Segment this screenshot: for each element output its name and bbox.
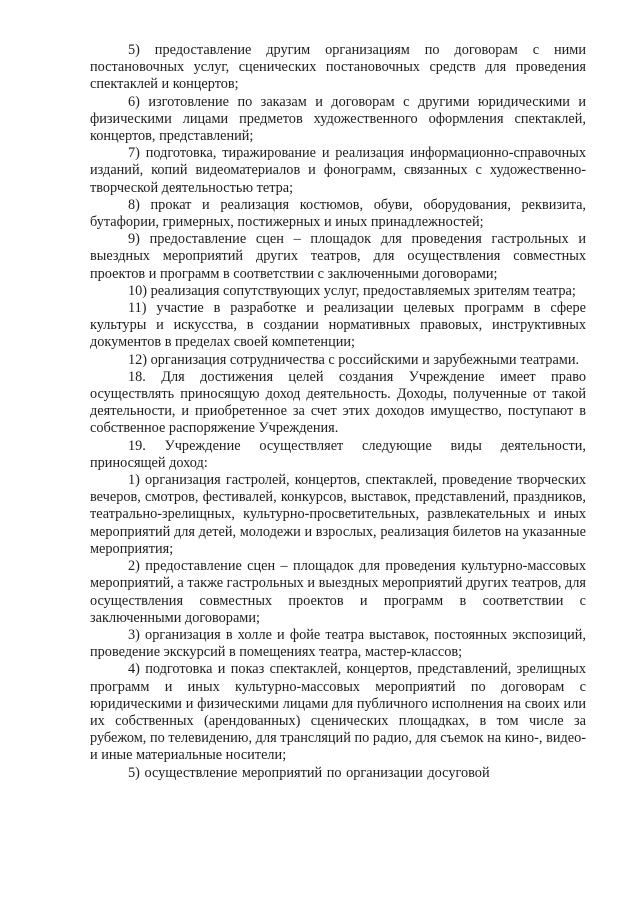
paragraph-income-item-2: 2) предоставление сцен – площадок для проведения культурно-массовых мероприятий, а также гастрольных и выездных мероприятий других театров, для осуществления совместных проектов и программ в соответствии с заключенными договорами; [90, 558, 586, 626]
paragraph-income-item-1: 1) организация гастролей, концертов, спектаклей, проведение творческих вечеров, смотров, фестивалей, конкурсов, выставок, представлений, праздников, театрально-зрелищных, культурно-просветительных, развлекательных и иных мероприятий для детей, молодежи и взрослых, реализация билетов на указанные мероприятия; [90, 472, 586, 557]
paragraph-income-item-5: 5) осуществление мероприятий по организации досуговой [128, 764, 490, 781]
paragraph-income-item-4: 4) подготовка и показ спектаклей, концертов, представлений, зрелищных программ и иных культурно-массовых мероприятий по договорам с юридическими и физическими лицами для публичного исполнения на своих или их собственных (арендованных) сценических площадках, в том числе за рубежом, по телевидению, для трансляций по радио, для съемок на кино-, видео- и иные материальные носители; [90, 661, 586, 764]
paragraph-item-9-stages: 9) предоставление сцен – площадок для проведения гастрольных и выездных мероприятий других театров, для осуществления совместных проектов и программ в соответствии с заключенными договорами; [90, 231, 586, 282]
paragraph-income-item-3: 3) организация в холле и фойе театра выставок, постоянных экспозиций, проведение экскурсий в помещениях театра, мастер-классов; [90, 626, 586, 661]
paragraph-item-8-rental: 8) прокат и реализация костюмов, обуви, оборудования, реквизита, бутафории, гримерных, постижерных и иных принадлежностей; [90, 196, 586, 231]
paragraph-item-5-services: 5) предоставление другим организациям по договорам с ними постановочных услуг, сценических постановочных средств для проведения спектаклей и концертов; [90, 42, 586, 93]
paragraph-item-6-decorations: 6) изготовление по заказам и договорам с другими юридическими и физическими лицами предметов художественного оформления спектаклей, концертов, представлений; [90, 93, 586, 145]
paragraph-section-18: 18. Для достижения целей создания Учреждение имеет право осуществлять приносящую доход деятельность. Доходы, полученные от такой деятельности, и приобретенное за счет этих доходов имущество, поступают в собственное распоряжение Учреждения. [90, 368, 586, 437]
paragraph-item-11-target-programs: 11) участие в разработке и реализации целевых программ в сфере культуры и искусства, в создании нормативных правовых, инструктивных документов в пределах своей компетенции; [90, 300, 586, 351]
paragraph-item-10-related-services: 10) реализация сопутствующих услуг, предоставляемых зрителям театра; [128, 282, 576, 299]
paragraph-section-19: 19. Учреждение осуществляет следующие виды деятельности, приносящей доход: [90, 437, 586, 471]
paragraph-item-12-cooperation: 12) организация сотрудничества с российскими и зарубежными театрами. [128, 351, 580, 368]
paragraph-item-7-publications: 7) подготовка, тиражирование и реализация информационно-справочных изданий, копий видеоматериалов и фонограмм, связанных с художественно-творческой деятельностью тетра; [90, 145, 586, 196]
